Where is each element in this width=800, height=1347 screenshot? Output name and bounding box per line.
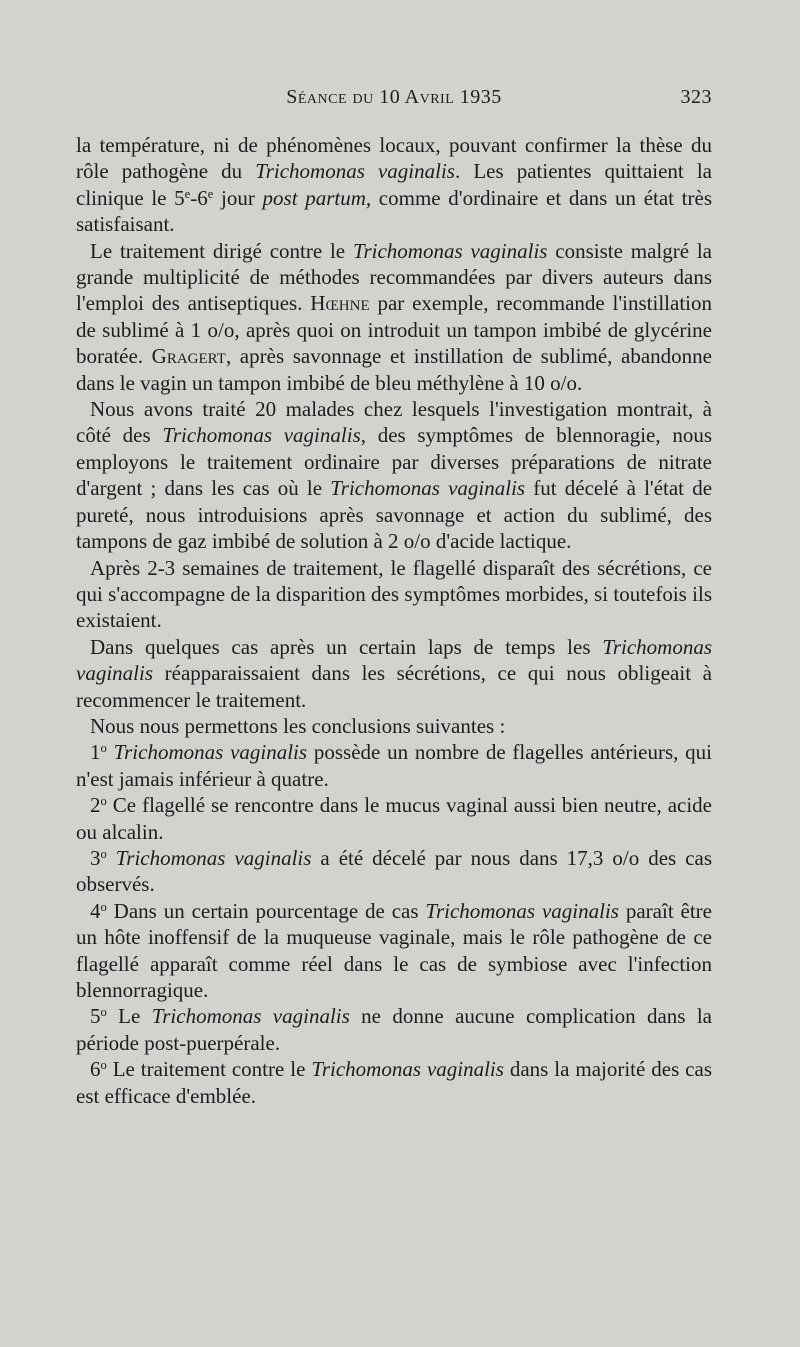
italic-term: Trichomonas vaginalis: [330, 476, 526, 501]
text-run: réapparaissaient dans les sécrétions, ce qui nous obligeait à recommencer le traitement.: [76, 661, 712, 712]
text-run: consiste malgré la grande multiplicité de méthodes recommandées par divers auteurs dans l'emploi des antiseptiques.: [76, 238, 712, 316]
paragraph: [76, 238, 712, 396]
author-name: Gragert: [151, 344, 226, 369]
paragraph: [76, 1003, 712, 1056]
running-title: Séance du 10 Avril 1935: [286, 86, 502, 108]
text-run: a été décelé par nous dans 17,3 o/o des cas observés.: [76, 845, 713, 897]
italic-term: Trichomonas vaginalis: [76, 634, 712, 686]
text-run: Après 2-3 semaines de traitement, le flagellé disparaît des sécrétions, ce qui s'accompagne de la disparition des symptômes morbides, si toutefois ils existaient.: [76, 555, 712, 633]
text-run: 4: [90, 898, 101, 923]
text-run: dans la majorité des cas est efficace d'emblée.: [76, 1057, 712, 1108]
text-run: Nous avons traité 20 malades chez lesquels l'investigation montrait, à côté des: [76, 397, 712, 448]
italic-term: Trichomonas vaginalis: [162, 423, 361, 448]
page-number: 323: [680, 86, 712, 108]
paragraph: [76, 396, 712, 554]
text-run: , après savonnage et instillation de sublimé, abandonne dans le vagin un tampon imbibé de bleu méthylène à 10 o/o.: [76, 344, 712, 395]
superscript: o: [100, 741, 107, 756]
text-run: Ce flagellé se rencontre dans le mucus vaginal aussi bien neutre, acide ou alcalin.: [76, 793, 712, 844]
text-run: Dans un certain pourcentage de cas: [106, 898, 426, 923]
author-name: Hœhne: [310, 291, 370, 316]
paragraph: [76, 739, 712, 792]
italic-term: Trichomonas vaginalis: [255, 159, 455, 184]
paragraph: [76, 713, 712, 739]
text-run: Le: [106, 1004, 152, 1029]
text-run: 3: [90, 845, 101, 870]
text-run: 2: [90, 793, 101, 818]
superscript: o: [100, 1058, 107, 1073]
italic-term: Trichomonas vaginalis: [352, 238, 548, 263]
text-run: fut décelé à l'état de pureté, nous introduisions après savonnage et action du sublimé, des tampons de gaz imbibé de solution à 2 o/o d'acide lactique.: [76, 476, 713, 554]
text-run: Nous nous permettons les conclusions suivantes :: [90, 713, 506, 738]
text-run: Le traitement dirigé contre le: [90, 238, 353, 263]
paragraph: [76, 132, 712, 238]
superscript: o: [100, 899, 107, 914]
page-header: [76, 86, 712, 116]
paragraph: [76, 845, 712, 898]
text-run: 5: [90, 1004, 101, 1029]
text-run: paraît être un hôte inoffensif de la muqueuse vaginale, mais le rôle pathogène de ce flagellé apparaît comme réel dans le cas de symbiose avec l'infection blennorragique.: [76, 898, 712, 1002]
text-run: 1: [90, 740, 101, 765]
text-run: possède un nombre de flagelles antérieurs, qui n'est jamais inférieur à quatre.: [76, 740, 713, 791]
superscript: e: [184, 186, 191, 201]
italic-term: Trichomonas vaginalis: [151, 1004, 350, 1029]
paragraph: [76, 555, 712, 634]
paragraph: [76, 898, 712, 1004]
text-run: 6: [90, 1057, 101, 1082]
text-run: jour: [213, 185, 263, 210]
text-run: [107, 740, 114, 764]
text-run: par exemple, recommande l'instillation de sublimé à 1 o/o, après quoi on introduit un tampon imbibé de glycérine boratée.: [76, 291, 713, 369]
text-run: ne donne aucune complication dans la période post-puerpérale.: [76, 1004, 712, 1055]
text-run: [107, 846, 116, 870]
superscript: e: [207, 186, 214, 201]
italic-term: Trichomonas vaginalis: [113, 740, 308, 765]
body-text: [76, 132, 712, 1109]
superscript: o: [100, 1005, 107, 1020]
text-run: Le traitement contre le: [106, 1057, 312, 1082]
text-run: -6: [190, 185, 208, 210]
paragraph: [76, 1056, 712, 1109]
paragraph: [76, 634, 712, 713]
text-run: , des symptômes de blennoragie, nous employons le traitement ordinaire par diverses préparations de nitrate d'argent ; dans les cas où le: [76, 423, 712, 501]
superscript: o: [100, 794, 107, 809]
text-run: , comme d'ordinaire et dans un état très satisfaisant.: [76, 185, 712, 237]
italic-term: Trichomonas vaginalis: [425, 898, 619, 923]
paragraph: [76, 792, 712, 845]
text-run: Dans quelques cas après un certain laps de temps les: [90, 634, 603, 659]
italic-term: Trichomonas vaginalis: [311, 1057, 504, 1082]
text-run: . Les patientes quittaient la clinique le 5: [76, 159, 712, 210]
italic-term: post partum: [262, 185, 366, 210]
italic-term: Trichomonas vaginalis: [115, 845, 312, 870]
superscript: o: [100, 847, 107, 862]
text-run: la température, ni de phénomènes locaux, pouvant confirmer la thèse du rôle pathogène du: [76, 133, 712, 184]
